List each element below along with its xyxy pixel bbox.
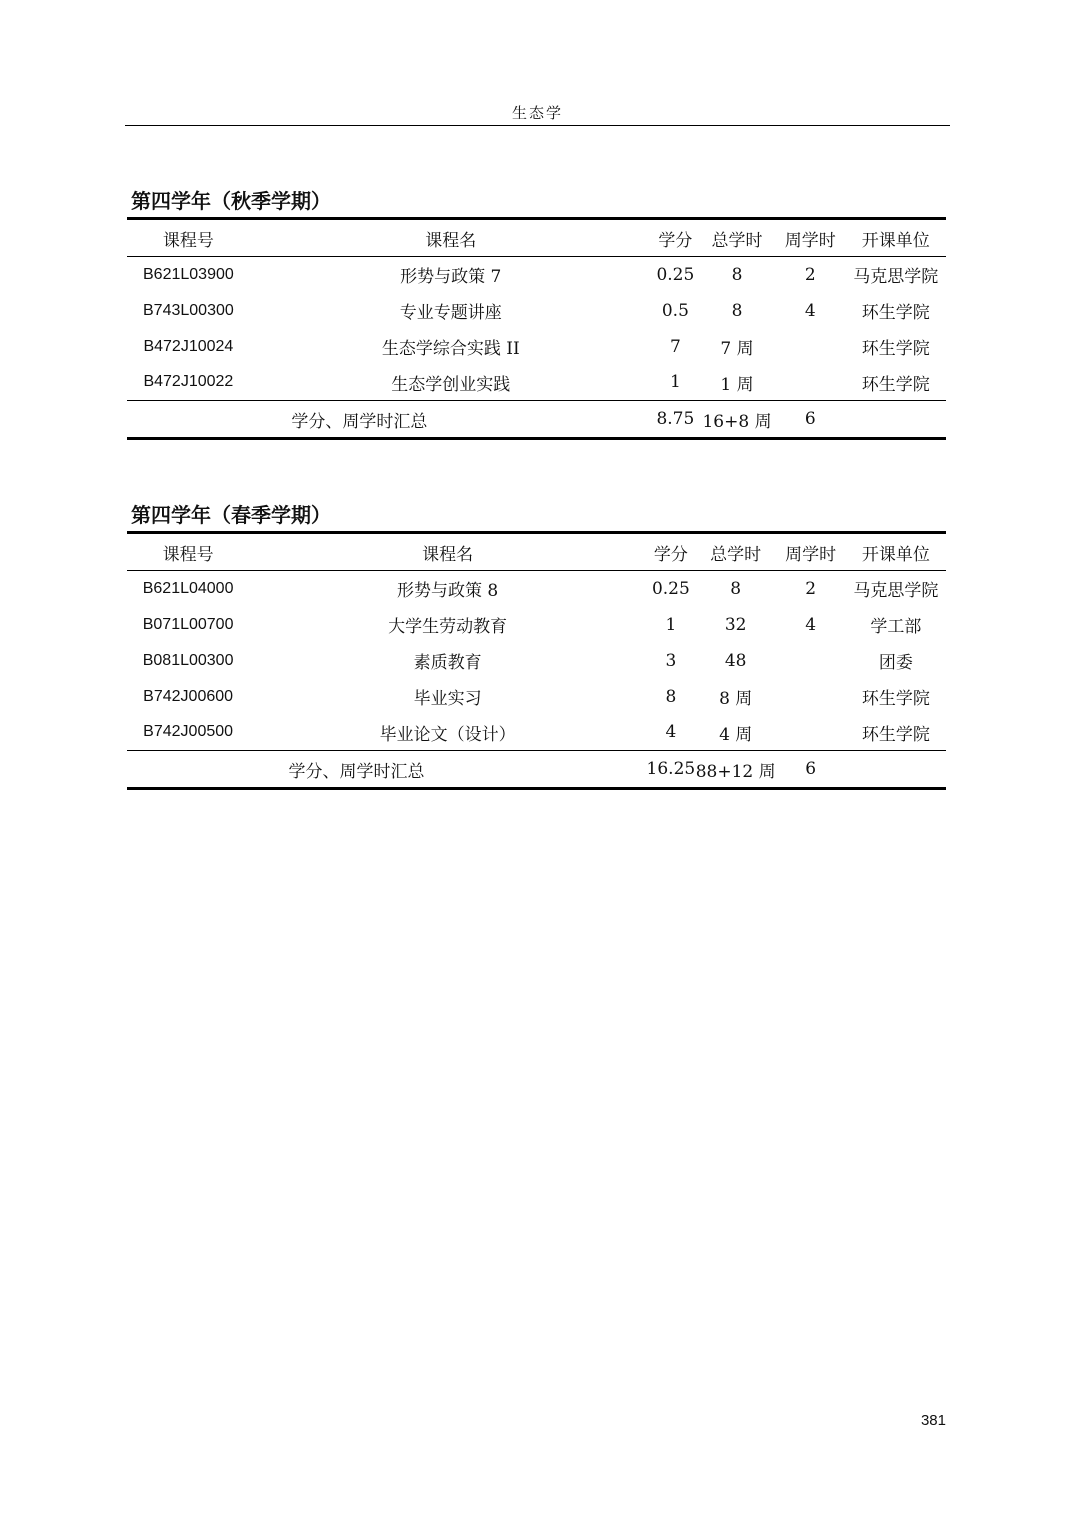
summary-row <box>127 751 946 789</box>
course-credit: 1 <box>665 614 677 635</box>
column-header-name: 课程名 <box>250 219 652 257</box>
course-credit: 3 <box>665 650 677 671</box>
course-total-hours: 32 <box>724 614 747 635</box>
course-weekly-hours: 4 <box>805 614 817 635</box>
course-name: 形势与政策 8 <box>397 581 499 602</box>
table-row <box>127 679 946 715</box>
course-credit: 1 <box>669 372 681 393</box>
course-weekly-hours: 2 <box>805 578 817 599</box>
summary-row <box>127 401 946 439</box>
autumn-course-table <box>127 217 946 440</box>
column-header-total-hours: 总学时 <box>699 219 775 257</box>
summary-total-hours: 88+12 周 <box>696 751 776 789</box>
table-row <box>127 365 946 401</box>
course-unit: 环生学院 <box>861 724 930 745</box>
course-total-hours: 8 周 <box>719 689 753 709</box>
table-row <box>127 257 946 293</box>
column-header-credit: 学分 <box>646 533 696 571</box>
column-header-weekly-hours: 周学时 <box>775 219 845 257</box>
running-header: 生态学 <box>511 104 563 122</box>
table-row <box>127 607 946 643</box>
table-header-row <box>127 533 946 571</box>
course-code: B081L00300 <box>142 651 234 669</box>
course-total-hours: 1 周 <box>720 374 754 395</box>
column-header-weekly-hours: 周学时 <box>776 533 846 571</box>
course-code: B472J10024 <box>143 337 234 355</box>
course-unit: 环生学院 <box>861 339 930 359</box>
course-credit: 4 <box>665 722 677 743</box>
course-total-hours: 8 <box>731 264 743 285</box>
course-code: B742J00500 <box>143 723 234 741</box>
course-credit: 0.25 <box>656 264 695 285</box>
column-header-name: 课程名 <box>249 533 646 571</box>
course-total-hours: 7 周 <box>720 339 754 359</box>
header-rule <box>125 125 950 126</box>
course-weekly-hours <box>776 643 846 679</box>
course-name: 生态学综合实践 II <box>381 339 520 359</box>
table-header-row <box>127 219 946 257</box>
summary-credit: 8.75 <box>652 401 699 439</box>
table-row <box>127 293 946 329</box>
course-weekly-hours <box>776 679 846 715</box>
course-unit: 环生学院 <box>861 374 930 395</box>
column-header-code: 课程号 <box>127 219 250 257</box>
course-total-hours: 48 <box>724 650 747 671</box>
course-credit: 8 <box>665 686 677 707</box>
table-row <box>127 571 946 607</box>
course-code: B743L00300 <box>143 301 234 319</box>
course-code: B742J00600 <box>143 687 234 705</box>
course-unit: 团委 <box>878 653 913 673</box>
course-weekly-hours: 4 <box>804 300 816 321</box>
course-weekly-hours: 2 <box>804 264 816 285</box>
summary-unit-empty <box>846 751 946 789</box>
course-total-hours: 4 周 <box>719 724 753 745</box>
course-unit: 学工部 <box>870 617 922 637</box>
course-name: 素质教育 <box>413 653 482 673</box>
course-name: 形势与政策 7 <box>400 267 502 288</box>
spring-section-title: 第四学年（春季学期） <box>131 503 331 527</box>
page-number: 381 <box>920 1412 946 1429</box>
course-unit: 环生学院 <box>861 303 930 323</box>
course-code: B071L00700 <box>142 615 234 633</box>
course-unit: 环生学院 <box>861 689 930 709</box>
course-total-hours: 8 <box>731 300 743 321</box>
summary-weekly-hours: 6 <box>776 751 846 789</box>
table-row <box>127 329 946 365</box>
course-weekly-hours <box>776 715 846 751</box>
summary-label: 学分、周学时汇总 <box>127 751 646 789</box>
table-row <box>127 643 946 679</box>
column-header-unit: 开课单位 <box>846 533 946 571</box>
course-unit: 马克思学院 <box>853 267 939 288</box>
course-name: 毕业论文（设计） <box>379 724 516 745</box>
course-code: B472J10022 <box>143 373 234 391</box>
autumn-section-title: 第四学年（秋季学期） <box>131 189 331 213</box>
spring-course-table <box>127 531 946 790</box>
summary-credit: 16.25 <box>646 751 696 789</box>
course-unit: 马克思学院 <box>853 581 939 602</box>
column-header-total-hours: 总学时 <box>696 533 776 571</box>
course-code: B621L04000 <box>142 579 234 597</box>
course-code: B621L03900 <box>143 265 234 283</box>
course-name: 专业专题讲座 <box>399 303 502 323</box>
table-row <box>127 715 946 751</box>
summary-weekly-hours: 6 <box>775 401 845 439</box>
summary-unit-empty <box>845 401 946 439</box>
course-name: 生态学创业实践 <box>391 374 511 395</box>
course-name: 大学生劳动教育 <box>388 617 508 637</box>
course-total-hours: 8 <box>730 578 742 599</box>
column-header-credit: 学分 <box>652 219 699 257</box>
summary-label: 学分、周学时汇总 <box>127 401 652 439</box>
course-name: 毕业实习 <box>413 689 482 709</box>
course-credit: 0.5 <box>661 300 689 321</box>
course-credit: 7 <box>669 336 681 357</box>
course-weekly-hours <box>775 365 845 401</box>
column-header-unit: 开课单位 <box>845 219 946 257</box>
summary-total-hours: 16+8 周 <box>699 401 775 439</box>
course-credit: 0.25 <box>651 578 690 599</box>
column-header-code: 课程号 <box>127 533 249 571</box>
course-weekly-hours <box>775 329 845 365</box>
